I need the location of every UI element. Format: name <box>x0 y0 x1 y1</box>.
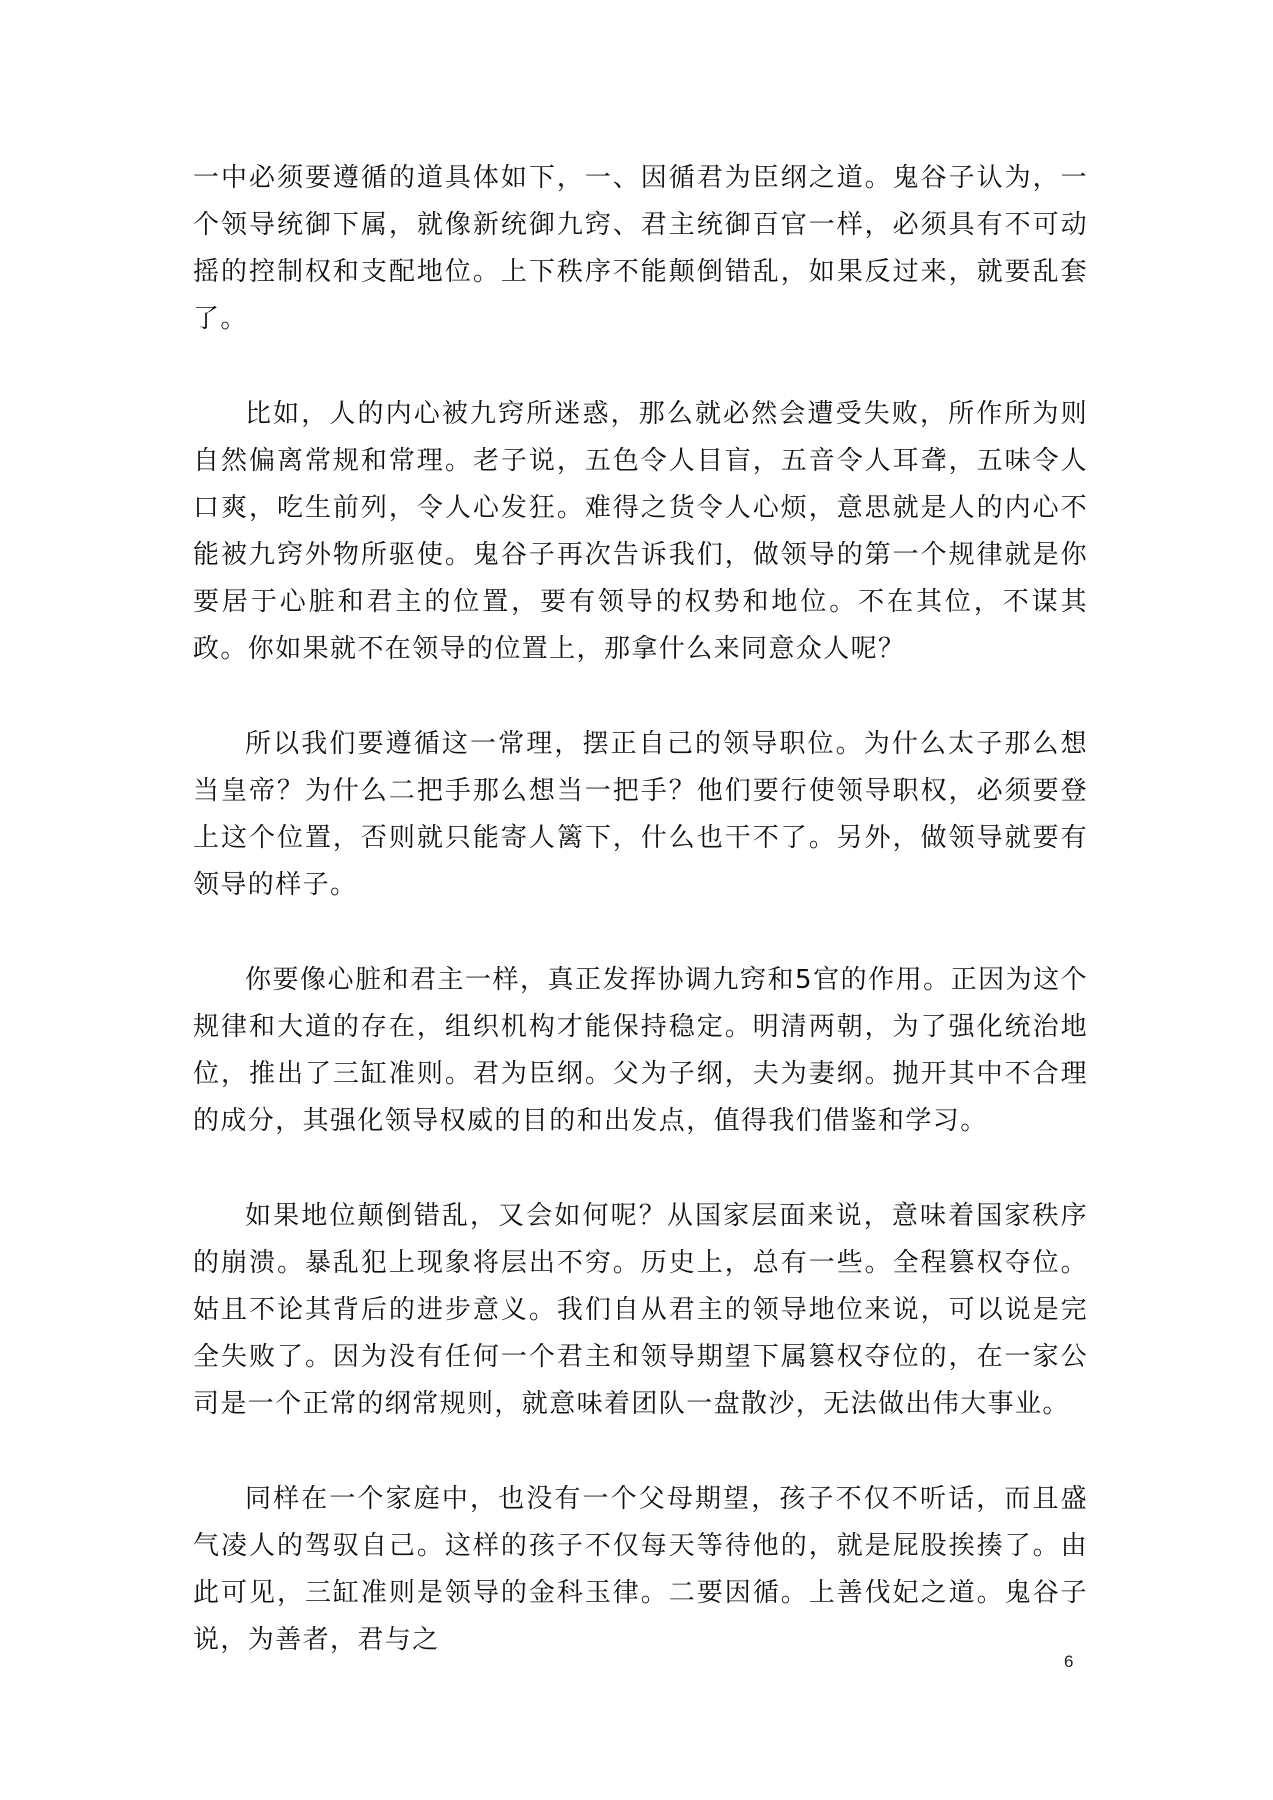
paragraph-4: 你要像心脏和君主一样，真正发挥协调九窍和5官的作用。正因为这个规律和大道的存在，组织机构才能保持稳定。明清两朝，为了强化统治地位，推出了三缸准则。君为臣纲。父为子纲，夫为妻纲。抛开其中不合理的成分，其强化领导权威的目的和出发点，值得我们借鉴和学习。 <box>193 965 1088 1136</box>
paragraph-6: 同样在一个家庭中，也没有一个父母期望，孩子不仅不听话，而且盛气凌人的驾驭自己。这样的孩子不仅每天等待他的，就是屁股挨揍了。由此可见，三缸准则是领导的金科玉律。二要因循。上善伐妃之道。鬼谷子说，为善者，君与之 <box>193 1484 1088 1655</box>
paragraph-5: 如果地位颠倒错乱，又会如何呢？从国家层面来说，意味着国家秩序的崩溃。暴乱犯上现象将层出不穷。历史上，总有一些。全程篡权夺位。姑且不论其背后的进步意义。我们自从君主的领导地位来说，可以说是完全失败了。因为没有任何一个君主和领导期望下属篡权夺位的，在一家公司是一个正常的纲常规则，就意味着团队一盘散沙，无法做出伟大事业。 <box>193 1201 1088 1419</box>
paragraph-3: 所以我们要遵循这一常理，摆正自己的领导职位。为什么太子那么想当皇帝？为什么二把手那么想当一把手？他们要行使领导职权，必须要登上这个位置，否则就只能寄人篱下，什么也干不了。另外，做领导就要有领导的样子。 <box>193 729 1088 900</box>
paragraph-1: 一中必须要遵循的道具体如下，一、因循君为臣纲之道。鬼谷子认为，一个领导统御下属，就像新统御九窍、君主统御百官一样，必须具有不可动摇的控制权和支配地位。上下秩序不能颠倒错乱，如果反过来，就要乱套了。 <box>193 163 1088 334</box>
paragraph-2: 比如，人的内心被九窍所迷惑，那么就必然会遭受失败，所作所为则自然偏离常规和常理。老子说，五色令人目盲，五音令人耳聋，五味令人口爽，吃生前列，令人心发狂。难得之货令人心烦，意思就是人的内心不能被九窍外物所驱使。鬼谷子再次告诉我们，做领导的第一个规律就是你要居于心脏和君主的位置，要有领导的权势和地位。不在其位，不谋其政。你如果就不在领导的位置上，那拿什么来同意众人呢？ <box>193 399 1088 664</box>
document-body <box>193 155 1088 1712</box>
page-number: 6 <box>1064 1652 1074 1671</box>
